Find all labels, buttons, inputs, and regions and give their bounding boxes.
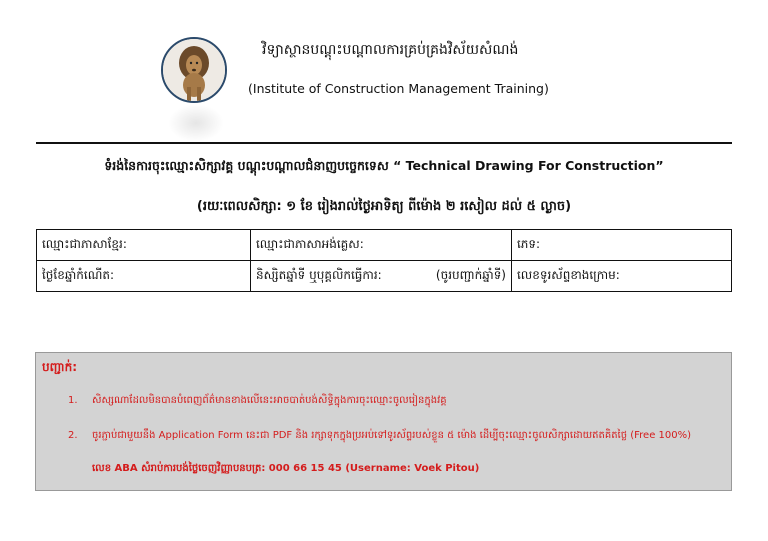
registration-table [36,229,732,292]
form-heading: ទំរង់នៃការចុះឈ្មោះសិក្សាវគ្គ បណ្តុះបណ្តាលជំនាញបច្ចេកទេស “ Technical Drawing For Construction” [104,158,664,173]
table-row [37,261,732,292]
notice-item [68,393,447,408]
notice-title: បញ្ជាក់: [42,360,78,374]
notice-item-text: សិស្សណាដែលមិនបានបំពេញព័ត៌មានខាងលើនេះអាចបាត់បង់សិទ្ធិក្នុងការចុះឈ្មោះចូលរៀនក្នុងវគ្គ [92,395,447,406]
institute-name-english: (Institute of Construction Management Training) [248,81,549,96]
notice-box [35,352,732,491]
khmer-name-field[interactable]: ឈ្មោះជាភាសាខ្មែរ: [37,230,251,261]
phone-field[interactable]: លេខទូរស័ព្ទខាងក្រោម: [512,261,732,292]
student-year-field[interactable] [251,261,512,292]
english-name-field[interactable]: ឈ្មោះជាភាសាអង់គ្លេស: [251,230,512,261]
institute-logo [161,37,227,103]
student-year-label: និស្សិតឆ្នាំទី ឬបុគ្គលិកធ្វើការ: [256,268,382,282]
institute-name-khmer: វិទ្យាស្ថានបណ្តុះបណ្តាលការគ្រប់គ្រងវិស័យសំណង់ [262,42,519,58]
notice-item [68,428,691,443]
student-year-hint: (ចូរបញ្ជាក់ឆ្នាំទី) [435,268,506,282]
notice-item-text: ចូរភ្ជាប់ជាមួយនឹង Application Form នេះជា PDF និង រក្សាទុកក្នុងប្រអប់ទៅទូរស័ព្ទរបស់ខ្លួន ៥ ម៉ោង ដើម្បីចុះឈ្មោះចូលសិក្សាដោយឥតគិតថ្លៃ (Free 100%) [92,430,692,441]
notice-item-number: 2. [68,430,78,441]
notice-item-number: 1. [68,395,78,406]
birth-date-field[interactable]: ថ្ងៃខែឆ្នាំកំណើត: [37,261,251,292]
aba-account-line: លេខ ABA សំរាប់ការបង់ថ្លៃចេញវិញ្ញាបនបត្រ: 000 66 15 45 (Username: Voek Pitou) [92,463,480,474]
table-row [37,230,732,261]
lion-icon [163,39,225,101]
course-schedule: (រយៈពេលសិក្សា: ១ ខែ រៀងរាល់ថ្ងៃអាទិត្យ ពីម៉ោង ២ រសៀល ដល់ ៥ ល្ងាច) [196,199,572,214]
header-divider [36,142,732,144]
gender-field[interactable]: ភេទ: [512,230,732,261]
logo-shadow [168,104,224,142]
